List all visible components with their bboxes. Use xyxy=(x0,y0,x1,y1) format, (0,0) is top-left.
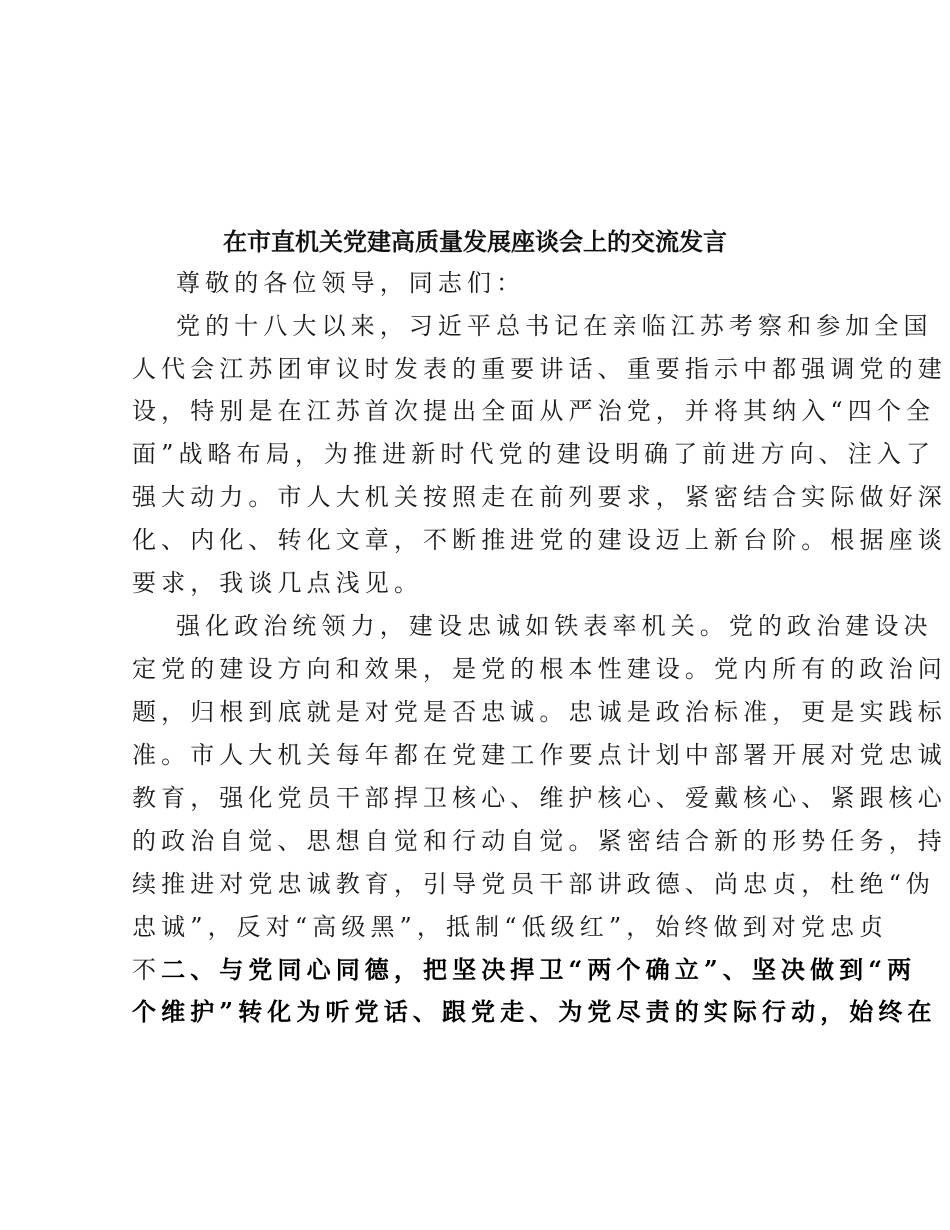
paragraph-line: 题，归根到底就是对党是否忠诚。忠诚是政治标准，更是实践标 xyxy=(132,698,947,726)
salutation: 尊敬的各位领导，同志们： xyxy=(176,269,526,297)
paragraph-line: 教育，强化党员干部捍卫核心、维护核心、爱戴核心、紧跟核心 xyxy=(132,784,947,812)
paragraph-fragment: 不 xyxy=(132,956,162,984)
paragraph-line: 强化政治统领力，建设忠诚如铁表率机关。党的政治建设决 xyxy=(176,612,933,640)
paragraph-line: 设，特别是在江苏首次提出全面从严治党，并将其纳入“四个全 xyxy=(132,397,936,425)
paragraph-line: 面”战略布局，为推进新时代党的建设明确了前进方向、注入了 xyxy=(132,440,936,468)
paragraph-line: 的政治自觉、思想自觉和行动自觉。紧密结合新的形势任务，持 xyxy=(132,827,947,855)
section-heading-fragment: 二、与党同心同德，把坚决捍卫“两个确立”、坚决做到“两 xyxy=(161,955,917,984)
mixed-line xyxy=(132,955,917,985)
paragraph-line: 续推进对党忠诚教育，引导党员干部讲政德、尚忠贞，杜绝“伪 xyxy=(132,870,936,898)
paragraph-line: 党的十八大以来，习近平总书记在亲临江苏考察和参加全国 xyxy=(176,312,933,340)
paragraph-line: 强大动力。市人大机关按照走在前列要求，紧密结合实际做好深 xyxy=(132,483,947,511)
paragraph-line: 要求，我谈几点浅见。 xyxy=(132,569,423,597)
paragraph-line: 忠诚”，反对“高级黑”，抵制“低级红”，始终做到对党忠贞 xyxy=(132,913,889,941)
paragraph-line: 准。市人大机关每年都在党建工作要点计划中部署开展对党忠诚 xyxy=(132,741,947,769)
section-heading-line: 个维护”转化为听党话、跟党走、为党尽责的实际行动，始终在 xyxy=(132,997,937,1026)
paragraph-line: 人代会江苏团审议时发表的重要讲话、重要指示中都强调党的建 xyxy=(132,355,947,383)
paragraph-line: 化、内化、转化文章，不断推进党的建设迈上新台阶。根据座谈 xyxy=(132,526,947,554)
paragraph-line: 定党的建设方向和效果，是党的根本性建设。党内所有的政治问 xyxy=(132,655,947,683)
document-title: 在市直机关党建高质量发展座谈会上的交流发言 xyxy=(223,227,727,256)
